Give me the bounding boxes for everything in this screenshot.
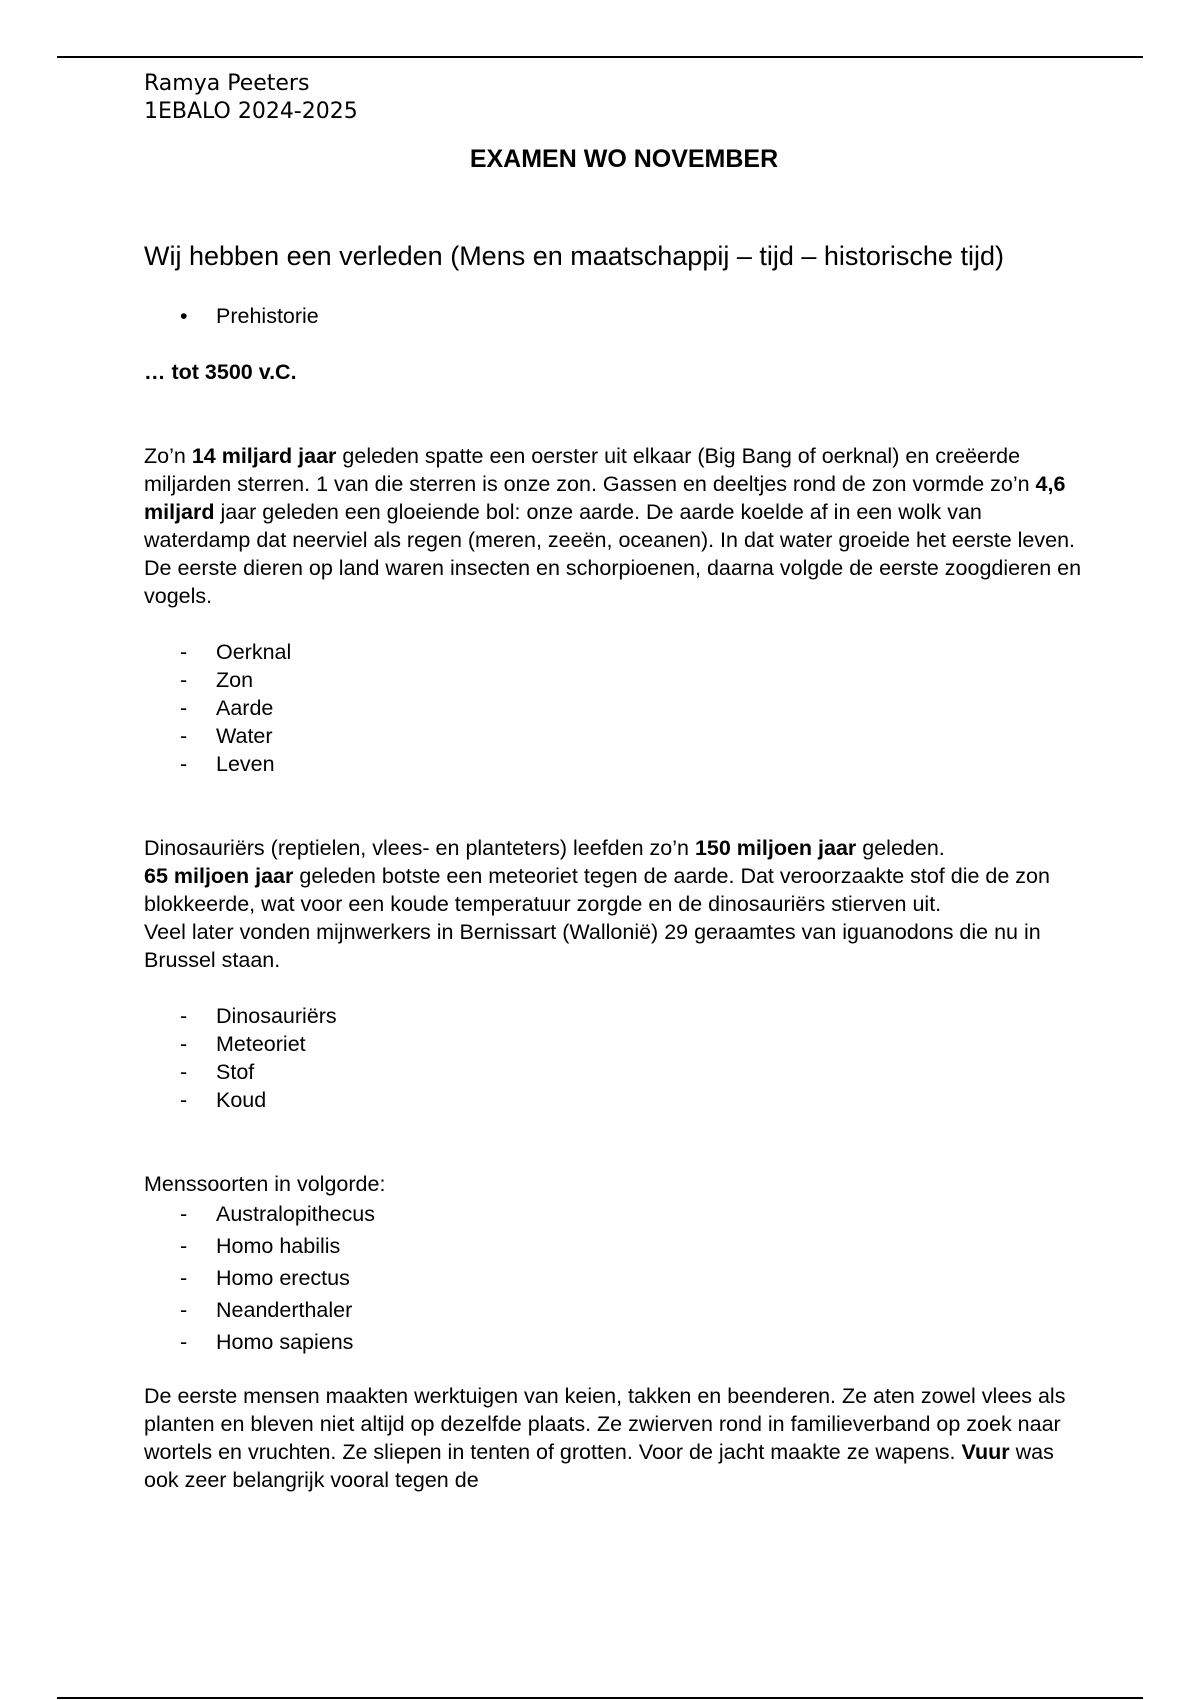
list-item: - Meteoriet xyxy=(144,1030,1084,1058)
bold-run: Vuur xyxy=(961,1440,1010,1464)
text-run: jaar geleden een gloeiende bol: onze aarde. De aarde koelde af in een wolk van waterdamp dat neerviel als regen (meren, zeeën, oceanen). In dat water groeide het eerste leven. De eerste dieren op land waren insecten en schorpioenen, daarna volgde de eerste zoogdieren en vogels. xyxy=(144,500,1082,608)
list-item: - Australopithecus xyxy=(144,1198,1084,1230)
list-item: - Zon xyxy=(144,666,1084,694)
list-item: - Homo sapiens xyxy=(144,1326,1084,1358)
author-name: Ramya Peeters xyxy=(144,71,310,96)
list-item: - Dinosauriërs xyxy=(144,1002,1084,1030)
class-year: 1EBALO 2024-2025 xyxy=(144,99,358,124)
text-run: De eerste mensen maakten werktuigen van keien, takken en beenderen. Ze aten zowel vlees als planten en bleven niet altijd op dezelfde plaats. Ze zwierven rond in familieverband op zoek naar wortels en vruchten. Ze sliepen in tenten of grotten. Voor de jacht maakte ze wapens. xyxy=(144,1384,1066,1464)
bold-run: 150 miljoen jaar xyxy=(694,836,857,860)
dinosaur-list xyxy=(144,1002,1084,1114)
text-run: geleden. xyxy=(856,836,945,860)
list-item: - Stof xyxy=(144,1058,1084,1086)
paragraph-first-humans xyxy=(144,1382,1084,1494)
document-title: EXAMEN WO NOVEMBER xyxy=(469,145,779,173)
species-list xyxy=(144,1198,1084,1358)
document-page xyxy=(144,70,1084,1494)
bold-run: 65 miljoen jaar xyxy=(144,864,294,888)
list-item: - Neanderthaler xyxy=(144,1294,1084,1326)
text-run: was ook zeer belangrijk vooral tegen de xyxy=(144,1440,1054,1492)
paragraph-dinosaurs xyxy=(144,834,1084,974)
text-run: Dinosauriërs (reptielen, vlees- en planteters) leefden zo’n xyxy=(144,836,695,860)
bold-run: 4,6 miljard xyxy=(144,472,1066,524)
footer-rule xyxy=(57,1697,1143,1699)
text-run: geleden botste een meteoriet tegen de aarde. Dat veroorzaakte stof die de zon blokkeerde, wat voor een koude temperatuur zorgde en de dinosauriërs stierven uit. xyxy=(144,864,1050,916)
list-item: - Koud xyxy=(144,1086,1084,1114)
list-item: • Prehistorie xyxy=(144,302,1084,330)
list-item: - Homo habilis xyxy=(144,1230,1084,1262)
period-label: … tot 3500 v.C. xyxy=(144,360,297,384)
origin-list xyxy=(144,638,1084,778)
list-item: - Water xyxy=(144,722,1084,750)
text-run: geleden spatte een oerster uit elkaar (Big Bang of oerknal) en creëerde miljarden sterren. 1 van die sterren is onze zon. Gassen en deeltjes rond de zon vormde zo’n xyxy=(144,444,1036,496)
bold-run: 14 miljard jaar xyxy=(191,444,337,468)
list-item: - Homo erectus xyxy=(144,1262,1084,1294)
paragraph-origin xyxy=(144,442,1084,610)
topic-bullet-list xyxy=(144,302,1084,330)
text-run: Veel later vonden mijnwerkers in Bernissart (Wallonië) 29 geraamtes van iguanodons die nu in Brussel staan. xyxy=(144,920,1041,972)
list-item: - Leven xyxy=(144,750,1084,778)
list-item: - Oerknal xyxy=(144,638,1084,666)
text-run: Zo’n xyxy=(144,444,192,468)
section-heading: Wij hebben een verleden (Mens en maatschappij – tijd – historische tijd) xyxy=(144,241,1004,271)
header-rule xyxy=(57,56,1143,58)
species-intro: Menssoorten in volgorde: xyxy=(144,1172,386,1196)
list-item: - Aarde xyxy=(144,694,1084,722)
